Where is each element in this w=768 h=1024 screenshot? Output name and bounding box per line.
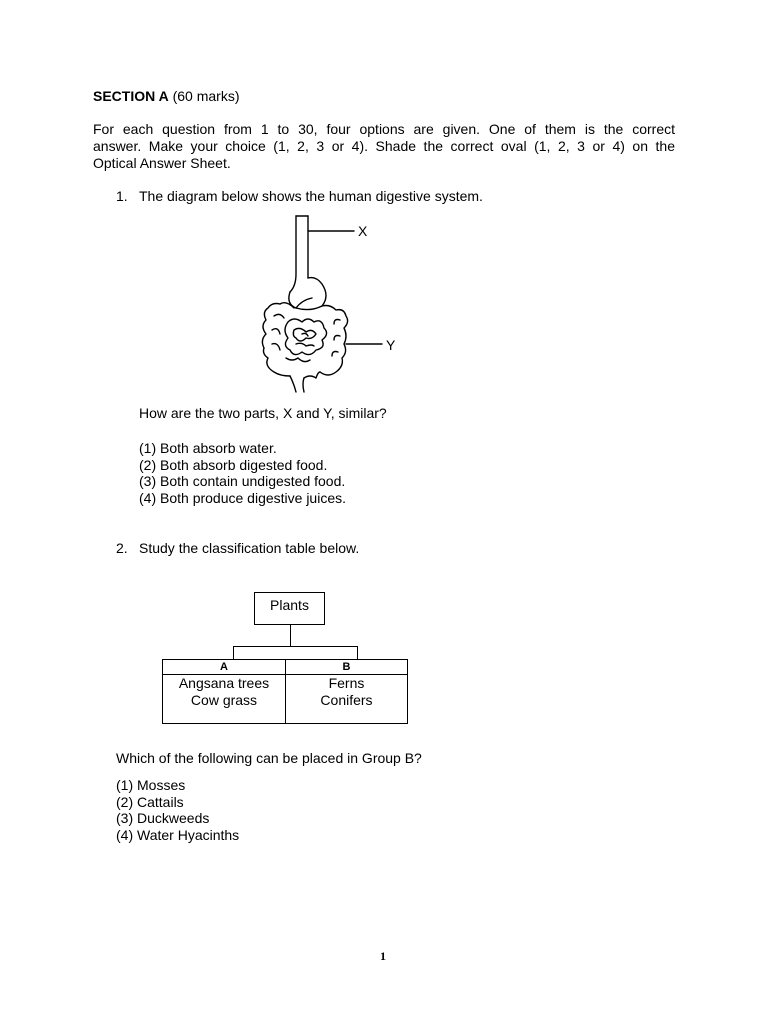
group-b-item-1: Ferns [328, 675, 365, 691]
q2-prompt: Study the classification table below. [139, 540, 360, 556]
q1-option-4: (4) Both produce digestive juices. [139, 489, 346, 506]
q1-option-2: (2) Both absorb digested food. [139, 456, 328, 473]
section-title: SECTION A [93, 88, 169, 104]
section-marks: (60 marks) [172, 88, 240, 104]
instructions-line-1: For each question from 1 to 30, four options are given. One of them is the correct [93, 121, 675, 137]
q1-prompt: The diagram below shows the human digestive system. [139, 188, 483, 204]
q1-question: How are the two parts, X and Y, similar? [139, 405, 387, 421]
group-a-header: A [220, 661, 228, 673]
digestive-system-diagram [250, 212, 410, 397]
section-heading [93, 88, 240, 105]
label-x: X [358, 223, 368, 239]
group-b-item-2: Conifers [320, 692, 373, 708]
connector-vertical [290, 624, 291, 646]
q1-option-1: (1) Both absorb water. [139, 440, 277, 456]
group-a-item-1: Angsana trees [178, 675, 270, 691]
instructions-line-2: answer. Make your choice (1, 2, 3 or 4). Shade the correct oval (1, 2, 3 or 4) on the [93, 138, 675, 154]
plants-label: Plants [270, 597, 309, 613]
small-intestine [285, 319, 327, 355]
q2-option-3: (3) Duckweeds [116, 810, 210, 826]
groups-table [162, 659, 408, 724]
q1-options [139, 440, 346, 506]
q2-option-2: (2) Cattails [116, 793, 184, 810]
group-b-header: B [342, 661, 351, 673]
group-a-item-2: Cow grass [190, 692, 258, 708]
q2-number: 2. [116, 540, 128, 556]
instructions-line-3: Optical Answer Sheet. [93, 155, 231, 171]
q2-option-1: (1) Mosses [116, 777, 186, 793]
q1-number: 1. [116, 188, 128, 204]
label-y: Y [386, 337, 396, 353]
q2-question: Which of the following can be placed in Group B? [116, 750, 422, 766]
connector-left [233, 646, 234, 659]
q2-option-4: (4) Water Hyacinths [116, 826, 240, 843]
plants-box [254, 592, 325, 625]
q2-options [116, 777, 239, 843]
connector-horizontal [233, 646, 358, 647]
oesophagus [290, 216, 296, 292]
page-number: 1 [380, 949, 386, 963]
q1-option-3: (3) Both contain undigested food. [139, 473, 346, 489]
connector-right [357, 646, 358, 659]
